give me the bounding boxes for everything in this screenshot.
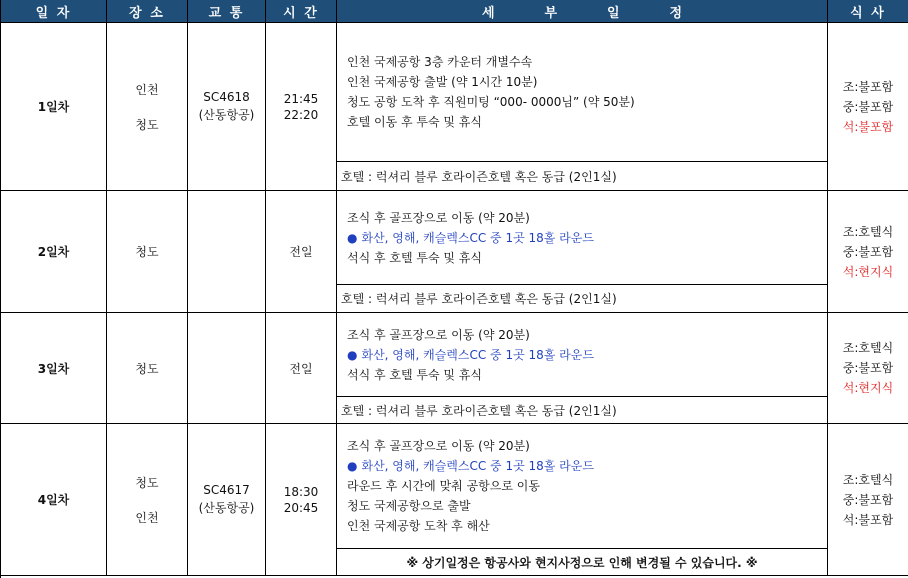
- airline-name: (산동항공): [198, 108, 255, 122]
- place-name: 청도: [135, 361, 159, 376]
- day-label: 4일차: [1, 424, 107, 576]
- schedule-line: 석식 후 호텔 투숙 및 휴식: [347, 367, 482, 382]
- place-cell: [107, 424, 188, 576]
- blue-circle-bullet-icon: ●: [347, 230, 358, 245]
- schedule-line: 청도 국제공항으로 출발: [347, 499, 471, 513]
- schedule-cell: [337, 23, 828, 162]
- schedule-line: 라운드 후 시간에 맞춰 공항으로 이동: [347, 479, 540, 493]
- schedule-change-notice: ※ 상기일정은 항공사와 현지사정으로 인해 변경될 수 있습니다. ※: [337, 549, 828, 576]
- schedule-line: 조식 후 골프장으로 이동 (약 20분): [347, 439, 530, 453]
- time-label: 전일: [289, 245, 313, 259]
- flight-number: SC4618: [203, 90, 250, 104]
- blue-circle-bullet-icon: ●: [347, 347, 358, 362]
- meal-breakfast: 조:호텔식: [842, 472, 894, 487]
- place-cell: [107, 313, 188, 424]
- meal-breakfast: 조:호텔식: [842, 341, 894, 355]
- transport-cell: [188, 23, 266, 191]
- transport-cell: [188, 424, 266, 576]
- header-schedule: [337, 0, 828, 23]
- meal-cell: [828, 424, 908, 576]
- meal-lunch: 중:불포함: [842, 361, 894, 375]
- time-cell: [266, 191, 337, 313]
- hotel-info: 호텔 : 럭셔리 블루 호라이즌호텔 혹은 동급 (2인1실): [337, 162, 828, 191]
- schedule-line-highlight: ● 화산, 영해, 캐슬렉스CC 중 1곳 18홀 라운드: [347, 459, 594, 473]
- day-label: 1일차: [1, 23, 107, 191]
- place-cell: [107, 191, 188, 313]
- place-name: 인천: [135, 510, 159, 525]
- hotel-info: 호텔 : 럭셔리 블루 호라이즌호텔 혹은 동급 (2인1실): [337, 285, 828, 313]
- day-label: 2일차: [1, 191, 107, 313]
- meal-cell: [828, 23, 908, 191]
- arrival-time: 22:20: [283, 107, 319, 122]
- header-transport: 교 통: [188, 0, 266, 23]
- meal-lunch: 중:불포함: [842, 492, 894, 507]
- schedule-cell: [337, 424, 828, 549]
- schedule-line-highlight: ● 화산, 영해, 캐슬렉스CC 중 1곳 18홀 라운드: [347, 347, 594, 362]
- header-place: 장 소: [107, 0, 188, 23]
- schedule-cell: [337, 313, 828, 397]
- departure-time: 18:30: [283, 484, 319, 499]
- flight-number: SC4617: [203, 483, 250, 497]
- header-schedule-part: 부: [544, 5, 558, 21]
- meal-dinner: 석:불포함: [842, 512, 894, 527]
- place-cell: [107, 23, 188, 191]
- header-day: 일 자: [1, 0, 107, 23]
- time-cell: [266, 313, 337, 424]
- transport-cell: [188, 313, 266, 424]
- schedule-line: 인천 국제공항 도착 후 해산: [347, 519, 490, 533]
- header-schedule-part: 세: [481, 5, 495, 21]
- time-label: 전일: [289, 361, 313, 376]
- schedule-line: 조식 후 골프장으로 이동 (약 20분): [347, 327, 530, 342]
- schedule-cell: [337, 191, 828, 285]
- place-name: 청도: [135, 245, 159, 259]
- schedule-line: 인천 국제공항 3층 카운터 개별수속: [347, 55, 533, 69]
- schedule-line: 조식 후 골프장으로 이동 (약 20분): [347, 210, 530, 225]
- meal-breakfast: 조:불포함: [842, 79, 894, 94]
- arrival-time: 20:45: [283, 500, 319, 515]
- place-name: 청도: [135, 117, 159, 132]
- schedule-line: 청도 공항 도착 후 직원미팅 “000- 0000님” (약 50분): [347, 95, 635, 109]
- schedule-line: 인천 국제공항 출발 (약 1시간 10분): [347, 75, 538, 89]
- header-meal: 식 사: [828, 0, 908, 23]
- place-name: 청도: [135, 475, 159, 490]
- time-cell: [266, 23, 337, 191]
- meal-cell: [828, 191, 908, 313]
- schedule-line: 석식 후 호텔 투숙 및 휴식: [347, 250, 482, 265]
- meal-cell: [828, 313, 908, 424]
- day-label: 3일차: [1, 313, 107, 424]
- meal-lunch: 중:불포함: [842, 99, 894, 114]
- hotel-info: 호텔 : 럭셔리 블루 호라이즌호텔 혹은 동급 (2인1실): [337, 397, 828, 424]
- departure-time: 21:45: [283, 91, 319, 106]
- header-schedule-part: 정: [669, 5, 683, 21]
- place-name: 인천: [135, 82, 159, 97]
- meal-lunch: 중:불포함: [842, 244, 894, 259]
- meal-dinner: 석:현지식: [842, 381, 894, 395]
- schedule-line: 호텔 이동 후 투숙 및 휴식: [347, 115, 482, 129]
- meal-dinner: 석:현지식: [842, 264, 894, 279]
- schedule-line-highlight: ● 화산, 영해, 캐슬렉스CC 중 1곳 18홀 라운드: [347, 230, 594, 245]
- header-time: 시 간: [266, 0, 337, 23]
- blue-circle-bullet-icon: ●: [347, 459, 358, 473]
- meal-breakfast: 조:호텔식: [842, 224, 894, 239]
- transport-cell: [188, 191, 266, 313]
- header-schedule-part: 일: [606, 5, 620, 21]
- airline-name: (산동항공): [198, 501, 255, 515]
- time-cell: [266, 424, 337, 576]
- meal-dinner: 석:불포함: [842, 119, 894, 134]
